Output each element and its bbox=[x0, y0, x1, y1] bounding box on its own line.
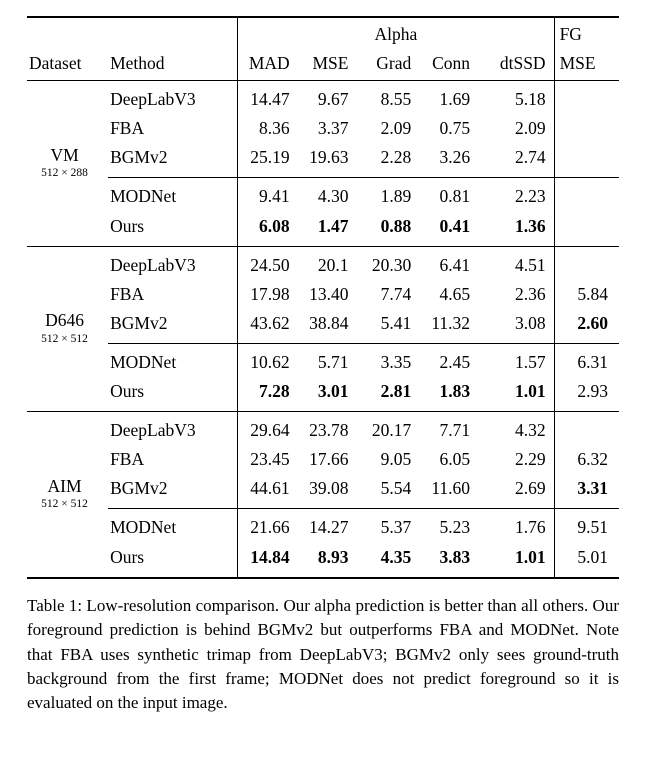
cell-dtssd: 1.36 bbox=[514, 215, 546, 236]
table-row bbox=[27, 509, 619, 543]
header-group-row bbox=[27, 17, 619, 49]
header-metric-row bbox=[27, 49, 619, 81]
dataset-name: AIM bbox=[47, 475, 82, 496]
cell-grad: 7.74 bbox=[380, 283, 412, 304]
cell-grad: 5.41 bbox=[380, 312, 412, 333]
mse-column-header: MSE bbox=[301, 49, 360, 81]
table-row bbox=[27, 178, 619, 212]
grad-column-header: Grad bbox=[359, 49, 422, 81]
cell-method: DeepLabV3 bbox=[108, 81, 238, 115]
cell-fg-mse: 6.32 bbox=[554, 445, 619, 474]
cell-fg-mse: 6.31 bbox=[554, 343, 619, 377]
alpha-group-header: Alpha bbox=[238, 17, 554, 49]
cell-fg-mse: 5.01 bbox=[554, 543, 619, 578]
cell-mse: 39.08 bbox=[309, 478, 349, 499]
group-vm bbox=[27, 81, 619, 246]
cell-mad: 14.47 bbox=[238, 81, 301, 115]
table-row bbox=[27, 280, 619, 309]
cell-mse: 20.1 bbox=[301, 246, 360, 280]
cell-dtssd: 1.01 bbox=[514, 381, 546, 402]
dtssd-column-header: dtSSD bbox=[481, 49, 554, 81]
cell-mse: 3.37 bbox=[317, 118, 349, 139]
cell-mad: 44.61 bbox=[238, 474, 301, 509]
cell-mse: 19.63 bbox=[309, 147, 349, 168]
mad-column-header: MAD bbox=[238, 49, 301, 81]
dataset-label bbox=[27, 246, 108, 411]
cell-mad: 14.84 bbox=[238, 543, 301, 578]
cell-grad: 9.05 bbox=[380, 449, 412, 470]
cell-dtssd: 2.74 bbox=[514, 147, 546, 168]
results-table bbox=[27, 16, 619, 579]
table-row bbox=[27, 543, 619, 578]
cell-mad: 23.45 bbox=[238, 445, 301, 474]
cell-mad: 25.19 bbox=[238, 143, 301, 178]
cell-grad: 0.88 bbox=[380, 215, 412, 236]
cell-dtssd: 4.32 bbox=[481, 412, 554, 446]
cell-grad: 4.35 bbox=[380, 546, 412, 567]
cell-mad: 8.36 bbox=[238, 114, 301, 143]
dataset-resolution: 512 × 288 bbox=[41, 167, 88, 180]
cell-conn: 1.69 bbox=[422, 81, 481, 115]
cell-fg-mse bbox=[554, 114, 619, 143]
table-header bbox=[27, 17, 619, 81]
dataset-name: D646 bbox=[45, 310, 84, 331]
cell-conn: 6.41 bbox=[422, 246, 481, 280]
cell-mad: 10.62 bbox=[238, 343, 301, 377]
cell-conn: 4.65 bbox=[439, 283, 471, 304]
cell-mad: 17.98 bbox=[238, 280, 301, 309]
cell-method: MODNet bbox=[108, 509, 238, 543]
cell-fg-mse bbox=[554, 412, 619, 446]
cell-mse: 3.01 bbox=[317, 381, 349, 402]
cell-conn: 0.81 bbox=[422, 178, 481, 212]
cell-conn: 0.41 bbox=[439, 215, 471, 236]
dataset-resolution: 512 × 512 bbox=[41, 498, 88, 511]
cell-mse: 23.78 bbox=[301, 412, 360, 446]
cell-method: Ours bbox=[110, 546, 145, 567]
dataset-column-header: Dataset bbox=[27, 49, 108, 81]
cell-method: DeepLabV3 bbox=[108, 246, 238, 280]
cell-grad: 1.89 bbox=[359, 178, 422, 212]
group-aim bbox=[27, 412, 619, 578]
cell-conn: 7.71 bbox=[422, 412, 481, 446]
table-row bbox=[27, 81, 619, 115]
cell-grad: 8.55 bbox=[359, 81, 422, 115]
header-spacer bbox=[27, 17, 108, 49]
cell-mse: 5.71 bbox=[301, 343, 360, 377]
cell-method: BGMv2 bbox=[110, 478, 168, 499]
dataset-label bbox=[27, 412, 108, 578]
cell-grad: 5.37 bbox=[359, 509, 422, 543]
cell-mad: 9.41 bbox=[238, 178, 301, 212]
cell-dtssd: 2.23 bbox=[481, 178, 554, 212]
cell-fg-mse: 3.31 bbox=[554, 474, 619, 509]
cell-dtssd: 5.18 bbox=[481, 81, 554, 115]
cell-method: MODNet bbox=[108, 178, 238, 212]
table-row bbox=[27, 114, 619, 143]
cell-fg-mse: 9.51 bbox=[554, 509, 619, 543]
table-row bbox=[27, 412, 619, 446]
cell-mad: 7.28 bbox=[238, 377, 301, 412]
cell-fg-mse: 2.93 bbox=[554, 377, 619, 412]
cell-method: MODNet bbox=[108, 343, 238, 377]
table-row bbox=[27, 445, 619, 474]
cell-conn: 0.75 bbox=[439, 118, 471, 139]
cell-dtssd: 2.29 bbox=[514, 449, 546, 470]
cell-fg-mse: 2.60 bbox=[554, 309, 619, 344]
cell-conn: 11.32 bbox=[431, 312, 471, 333]
cell-method: Ours bbox=[110, 381, 145, 402]
cell-mad: 43.62 bbox=[238, 309, 301, 344]
cell-fg-mse bbox=[554, 212, 619, 247]
cell-method: FBA bbox=[110, 283, 145, 304]
cell-conn: 5.23 bbox=[422, 509, 481, 543]
table-row bbox=[27, 143, 619, 178]
dataset-label bbox=[27, 81, 108, 246]
cell-dtssd: 1.76 bbox=[481, 509, 554, 543]
method-column-header: Method bbox=[108, 49, 238, 81]
cell-dtssd: 2.36 bbox=[514, 283, 546, 304]
cell-grad: 2.28 bbox=[380, 147, 412, 168]
table-caption: Table 1: Low-resolution comparison. Our alpha prediction is better than all others. Our foreground prediction is behind BGMv2 but outperforms FBA and MODNet. Note that FBA uses synthetic trimap from DeepLabV3; BGMv2 only sees ground-truth background from the first frame; MODNet does not predict foreground so it is evaluated on the input image. bbox=[27, 595, 619, 713]
cell-mse: 38.84 bbox=[309, 312, 349, 333]
dataset-name: VM bbox=[50, 144, 79, 165]
cell-conn: 1.83 bbox=[439, 381, 471, 402]
header-spacer bbox=[108, 17, 238, 49]
fg-mse-column-header: MSE bbox=[554, 49, 619, 81]
cell-dtssd: 2.69 bbox=[514, 478, 546, 499]
table-row bbox=[27, 246, 619, 280]
cell-fg-mse bbox=[554, 81, 619, 115]
cell-conn: 11.60 bbox=[431, 478, 471, 499]
cell-mse: 14.27 bbox=[301, 509, 360, 543]
cell-mse: 1.47 bbox=[317, 215, 349, 236]
cell-mad: 29.64 bbox=[238, 412, 301, 446]
cell-grad: 5.54 bbox=[380, 478, 412, 499]
cell-mse: 17.66 bbox=[309, 449, 349, 470]
cell-mad: 21.66 bbox=[238, 509, 301, 543]
cell-method: BGMv2 bbox=[110, 312, 168, 333]
cell-mad: 6.08 bbox=[238, 212, 301, 247]
cell-conn: 2.45 bbox=[422, 343, 481, 377]
cell-grad: 20.30 bbox=[359, 246, 422, 280]
cell-dtssd: 1.01 bbox=[514, 546, 546, 567]
table-row bbox=[27, 212, 619, 247]
cell-conn: 6.05 bbox=[439, 449, 471, 470]
cell-mse: 9.67 bbox=[301, 81, 360, 115]
table-row bbox=[27, 377, 619, 412]
cell-conn: 3.83 bbox=[439, 546, 471, 567]
cell-fg-mse: 5.84 bbox=[554, 280, 619, 309]
cell-mse: 4.30 bbox=[301, 178, 360, 212]
cell-method: Ours bbox=[110, 215, 145, 236]
cell-method: BGMv2 bbox=[110, 147, 168, 168]
table-row bbox=[27, 309, 619, 344]
table-row bbox=[27, 474, 619, 509]
cell-mse: 13.40 bbox=[309, 283, 349, 304]
group-d646 bbox=[27, 246, 619, 411]
cell-conn: 3.26 bbox=[439, 147, 471, 168]
cell-dtssd: 2.09 bbox=[514, 118, 546, 139]
fg-group-header: FG bbox=[554, 17, 619, 49]
table-row bbox=[27, 343, 619, 377]
cell-grad: 2.09 bbox=[380, 118, 412, 139]
cell-grad: 3.35 bbox=[359, 343, 422, 377]
cell-method: FBA bbox=[110, 118, 145, 139]
cell-dtssd: 1.57 bbox=[481, 343, 554, 377]
cell-dtssd: 3.08 bbox=[514, 312, 546, 333]
cell-dtssd: 4.51 bbox=[481, 246, 554, 280]
cell-grad: 20.17 bbox=[359, 412, 422, 446]
cell-fg-mse bbox=[554, 178, 619, 212]
cell-mse: 8.93 bbox=[317, 546, 349, 567]
cell-method: FBA bbox=[110, 449, 145, 470]
conn-column-header: Conn bbox=[422, 49, 481, 81]
dataset-resolution: 512 × 512 bbox=[41, 332, 88, 345]
cell-method: DeepLabV3 bbox=[108, 412, 238, 446]
cell-fg-mse bbox=[554, 246, 619, 280]
cell-grad: 2.81 bbox=[380, 381, 412, 402]
cell-mad: 24.50 bbox=[238, 246, 301, 280]
cell-fg-mse bbox=[554, 143, 619, 178]
